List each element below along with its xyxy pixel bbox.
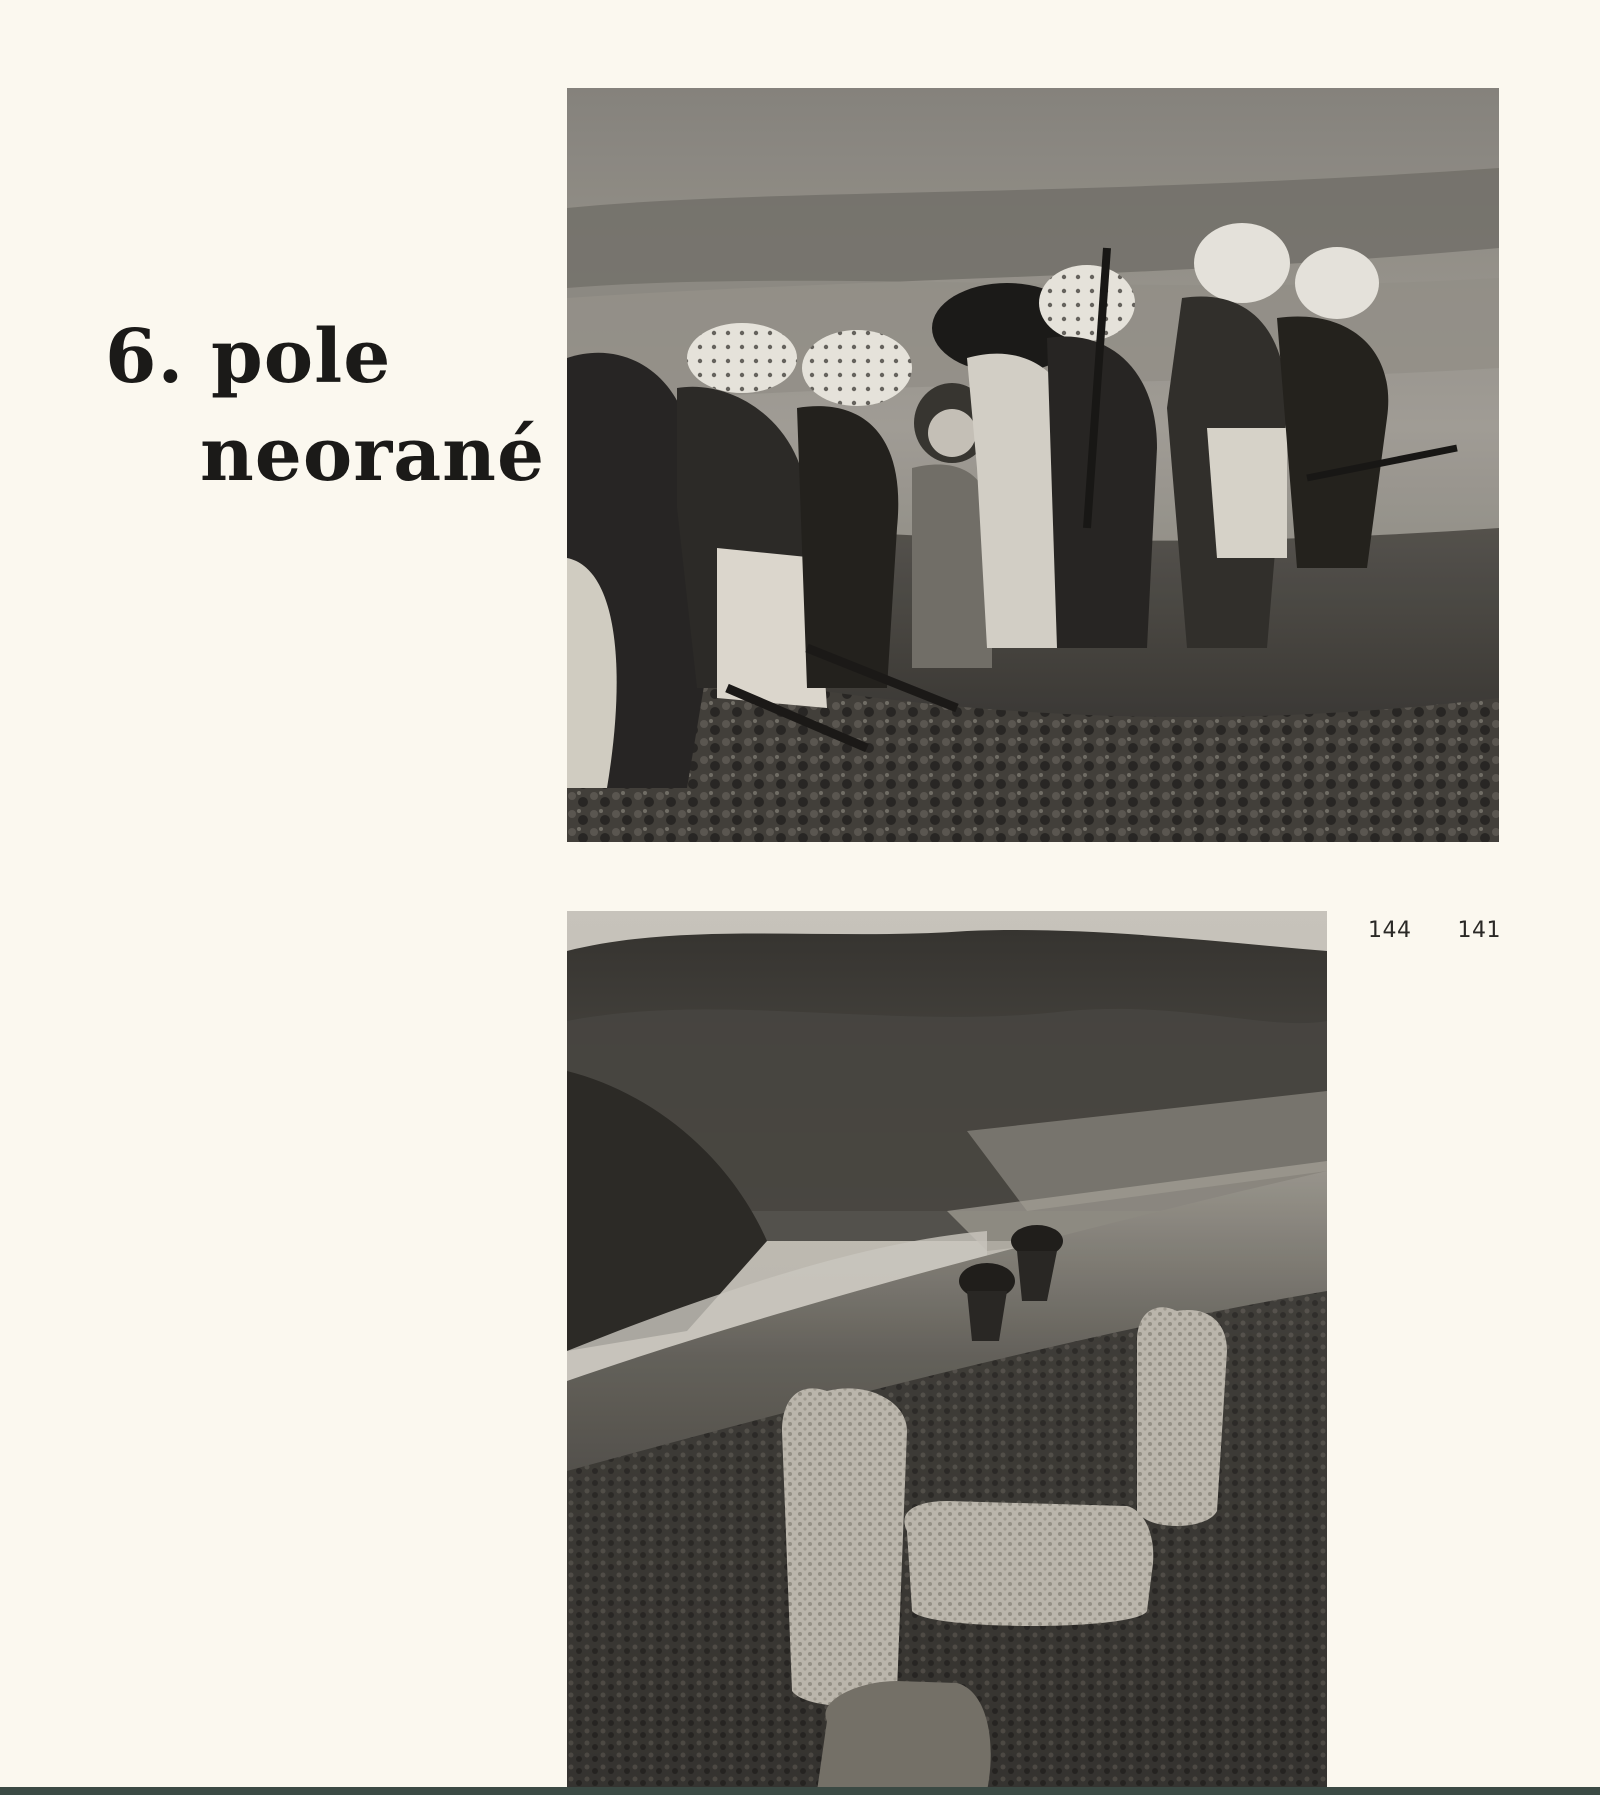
bottom-strip [0, 1787, 1600, 1795]
photo-number-first: 144 [1368, 918, 1412, 943]
photo-number-second: 141 [1457, 918, 1501, 943]
photo-field-workers-icon [567, 88, 1499, 842]
photo-field-workers [567, 88, 1499, 842]
chapter-title [105, 308, 545, 504]
chapter-number-title: 6. pole [105, 313, 392, 400]
photo-potato-sacks-icon [567, 911, 1327, 1791]
photo-potato-sacks [567, 911, 1327, 1791]
chapter-subtitle: neorané [200, 411, 546, 498]
photo-numbers [1368, 918, 1501, 943]
